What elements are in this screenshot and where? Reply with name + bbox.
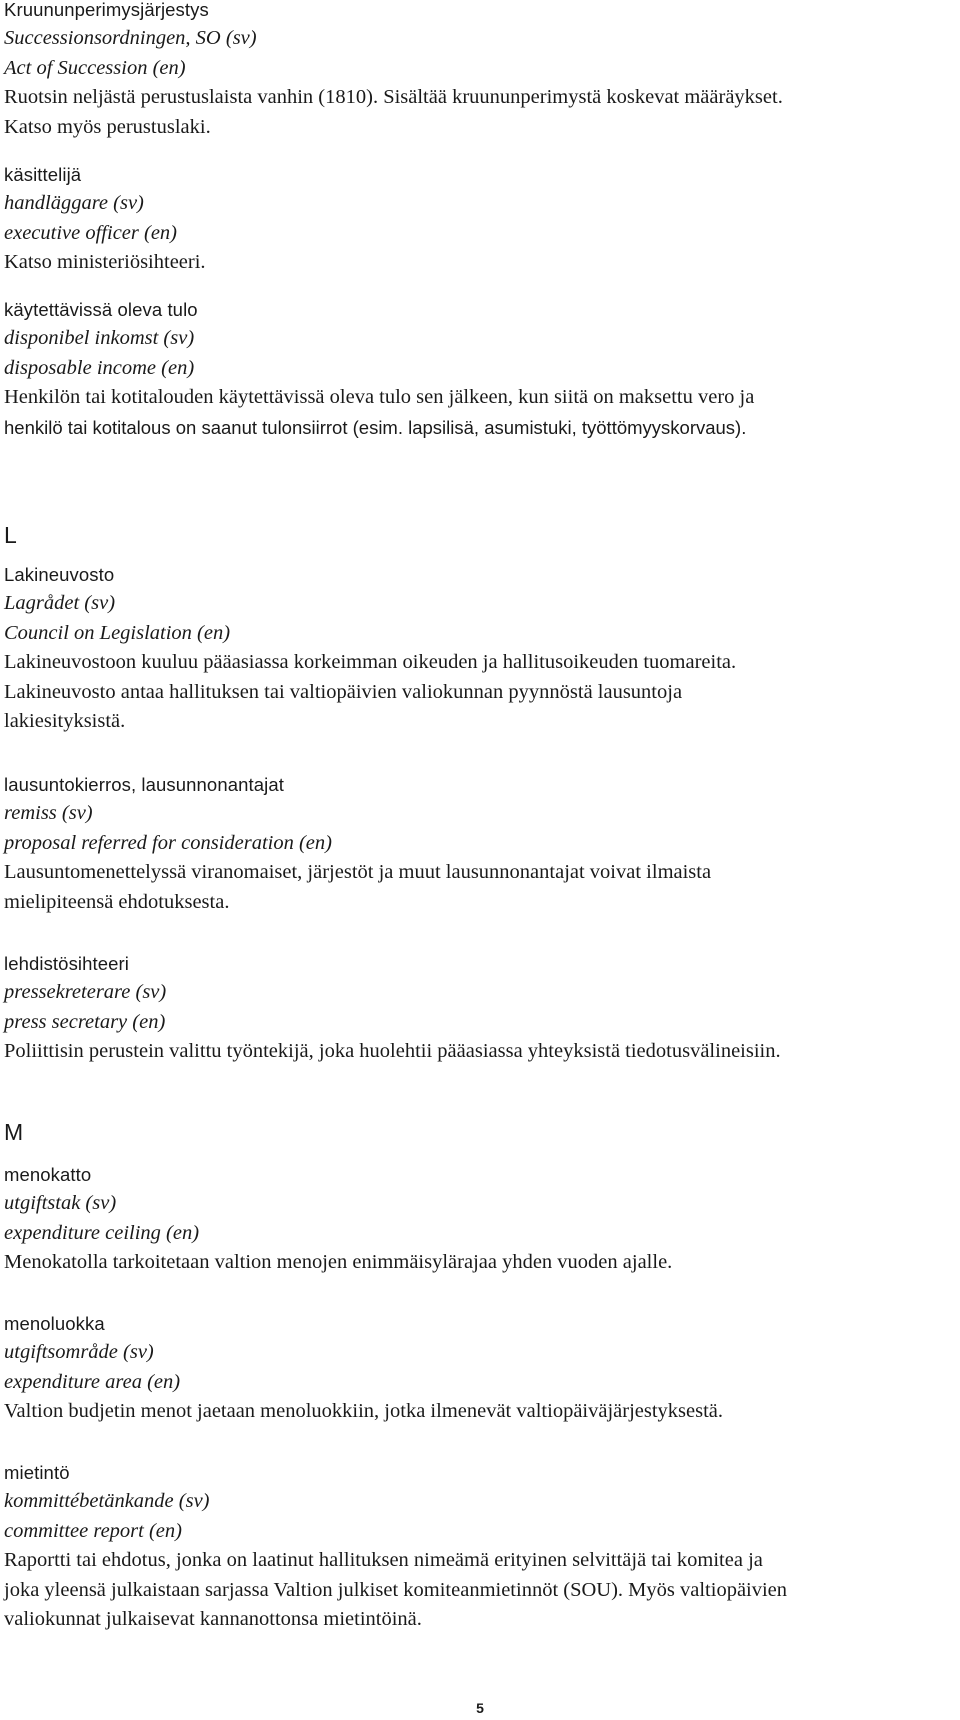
- entry-english: Council on Legislation (en): [4, 621, 231, 644]
- entry-english: executive officer (en): [4, 221, 177, 244]
- entry-term: käytettävissä oleva tulo: [4, 299, 198, 320]
- entry-definition-line: mielipiteensä ehdotuksesta.: [4, 890, 230, 913]
- entry-term: menokatto: [4, 1164, 92, 1185]
- entry-swedish: kommittébetänkande (sv): [4, 1490, 210, 1512]
- entry-definition-line: Menokatolla tarkoitetaan valtion menojen enimmäisylärajaa yhden vuoden ajalle.: [4, 1251, 673, 1273]
- glossary-entry: [4, 160, 206, 278]
- entry-swedish: remiss (sv): [4, 802, 93, 824]
- glossary-entry: [4, 295, 754, 443]
- entry-definition-line: Lakineuvostoon kuuluu pääasiassa korkeimman oikeuden ja hallitusoikeuden tuomareita.: [4, 651, 737, 673]
- entry-definition-line: Ruotsin neljästä perustuslaista vanhin (1810). Sisältää kruununperimystä koskevat määräykset.: [4, 86, 783, 108]
- entry-swedish: pressekreterare (sv): [4, 981, 167, 1003]
- entry-english: Act of Succession (en): [4, 56, 186, 79]
- entry-definition-line: Poliittisin perustein valittu työntekijä, joka huolehtii pääasiassa yhteyksistä tiedotusvälineisiin.: [4, 1040, 781, 1062]
- entry-english: press secretary (en): [4, 1010, 166, 1033]
- entry-swedish: handläggare (sv): [4, 192, 144, 214]
- entry-term: menoluokka: [4, 1313, 105, 1334]
- entry-english: disposable income (en): [4, 356, 195, 379]
- entry-definition-line: Lausuntomenettelyssä viranomaiset, järjestöt ja muut lausunnonantajat voivat ilmaista: [4, 861, 712, 883]
- entry-definition-line: Lakineuvosto antaa hallituksen tai valtiopäivien valiokunnan pyynnöstä lausuntoja: [4, 680, 683, 703]
- entry-definition-line: Valtion budjetin menot jaetaan menoluokkiin, jotka ilmenevät valtiopäiväjärjestyksestä.: [4, 1400, 724, 1422]
- entry-definition-line: Henkilön tai kotitalouden käytettävissä oleva tulo sen jälkeen, kun siitä on maksettu vero ja: [4, 386, 755, 408]
- entry-definition-line: joka yleensä julkaistaan sarjassa Valtion julkiset komiteanmietinnöt (SOU). Myös valtiopäivien: [4, 1578, 788, 1601]
- entry-term: Lakineuvosto: [4, 564, 115, 585]
- entry-definition-line: Katso myös perustuslaki.: [4, 115, 211, 138]
- glossary-entry: [4, 1309, 723, 1427]
- entry-english: committee report (en): [4, 1519, 182, 1542]
- entry-term: lausuntokierros, lausunnonantajat: [4, 774, 284, 795]
- entry-swedish: Successionsordningen, SO (sv): [4, 27, 257, 49]
- entry-term: lehdistösihteeri: [4, 953, 130, 974]
- entry-definition-line: Katso ministeriösihteeri.: [4, 251, 206, 273]
- glossary-entry: [4, 1160, 672, 1278]
- entry-swedish: utgiftsområde (sv): [4, 1341, 154, 1363]
- glossary-entry: [4, 949, 781, 1067]
- section-letter-m: M: [4, 1119, 24, 1145]
- entry-definition-line: valiokunnat julkaisevat kannanottonsa mietintöinä.: [4, 1608, 422, 1630]
- section-letter-l: L: [4, 522, 17, 548]
- entry-term: Kruununperimysjärjestys: [4, 0, 209, 20]
- glossary-entry: [4, 0, 783, 142]
- entry-english: proposal referred for consideration (en): [4, 831, 332, 854]
- entry-swedish: utgiftstak (sv): [4, 1192, 117, 1214]
- entry-swedish: Lagrådet (sv): [4, 592, 116, 614]
- entry-swedish: disponibel inkomst (sv): [4, 327, 195, 349]
- entry-definition-line: henkilö tai kotitalous on saanut tulonsiirrot (esim. lapsilisä, asumistuki, työttömyyskorvaus).: [4, 416, 747, 438]
- glossary-entry: [4, 1458, 787, 1635]
- entry-term: käsittelijä: [4, 164, 82, 185]
- glossary-entry: [4, 560, 736, 737]
- entry-definition-line: Raportti tai ehdotus, jonka on laatinut hallituksen nimeämä erityinen selvittäjä tai komitea ja: [4, 1549, 763, 1571]
- entry-definition-line: lakiesityksistä.: [4, 710, 126, 732]
- entry-english: expenditure area (en): [4, 1370, 181, 1393]
- glossary-entry: [4, 770, 711, 917]
- entry-english: expenditure ceiling (en): [4, 1221, 200, 1244]
- page-number: 5: [476, 1700, 484, 1716]
- entry-term: mietintö: [4, 1462, 70, 1483]
